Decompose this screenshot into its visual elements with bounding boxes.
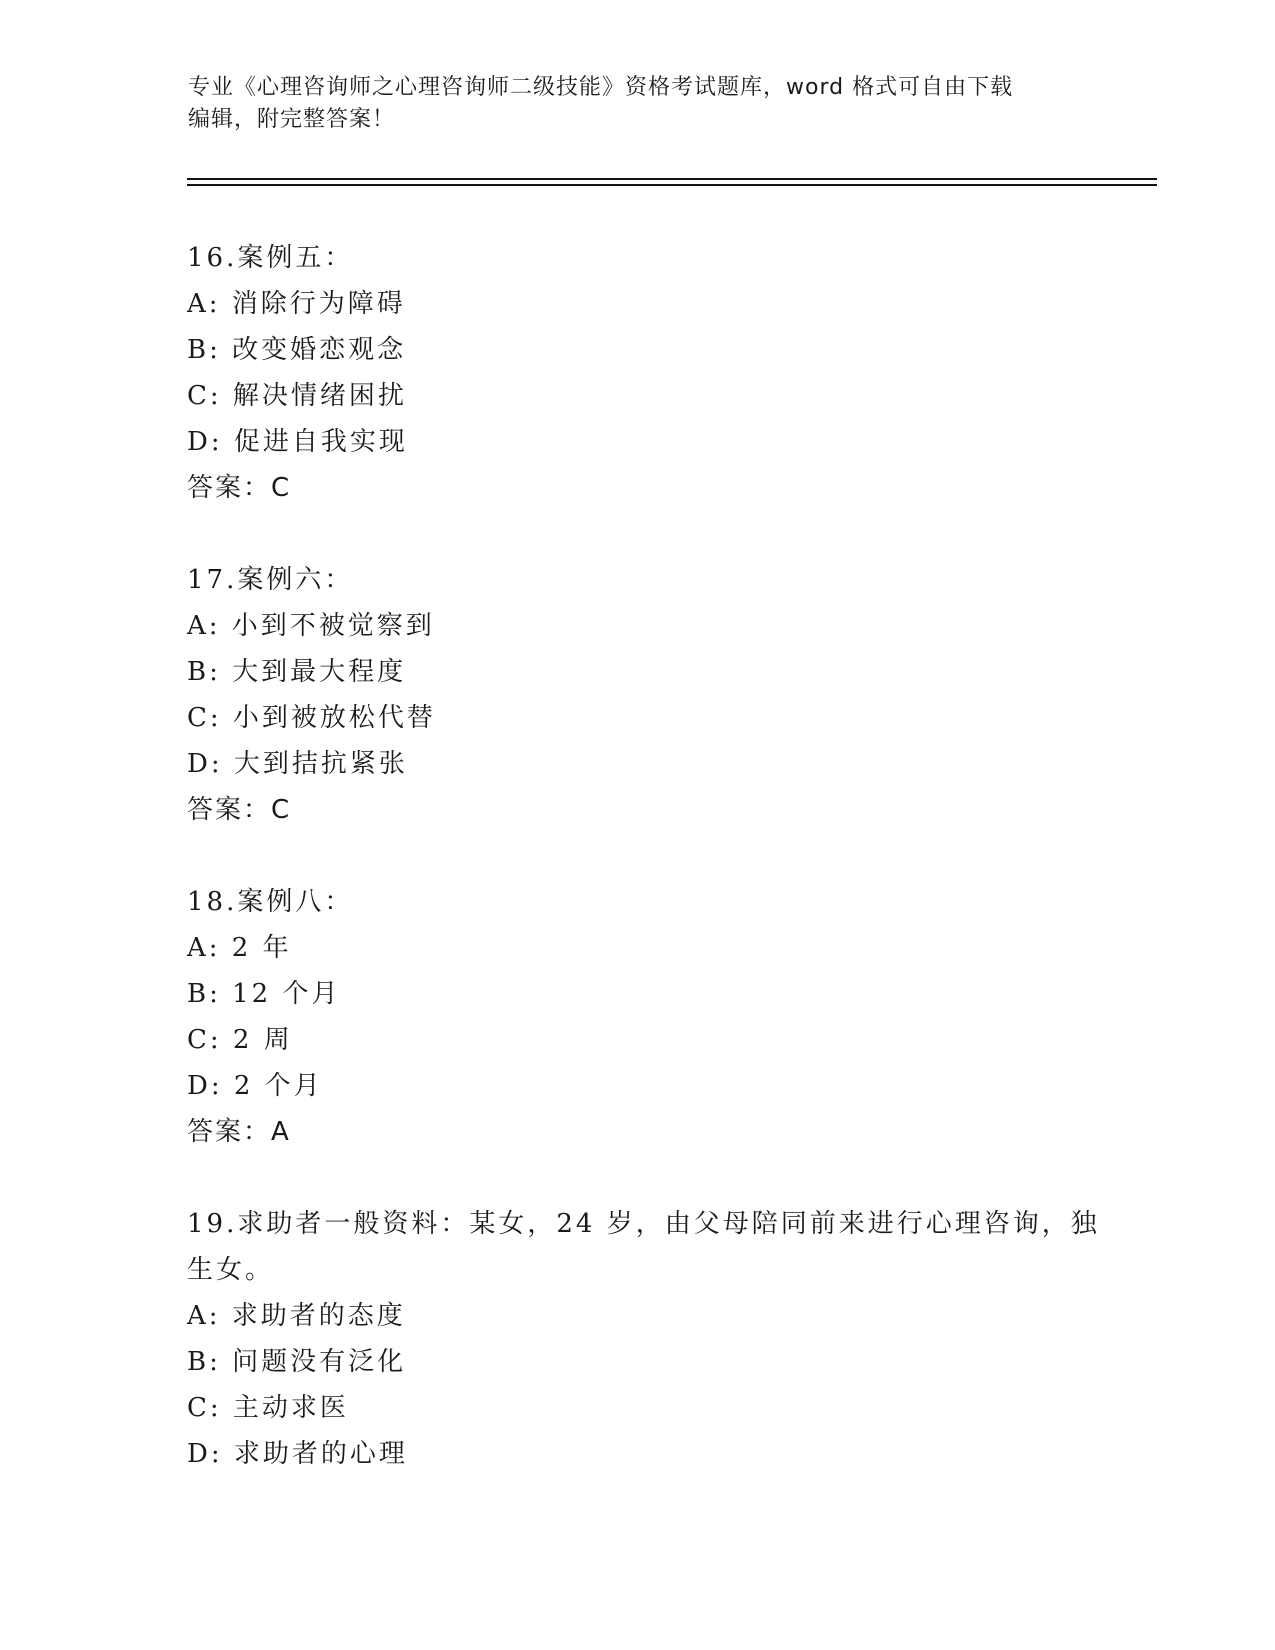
option-a: A: 2 年 bbox=[187, 933, 292, 963]
question-16 bbox=[187, 235, 1107, 511]
option-b: B: 改变婚恋观念 bbox=[187, 335, 407, 365]
question-18 bbox=[187, 879, 1107, 1155]
option-d: D: 大到拮抗紧张 bbox=[187, 749, 408, 779]
answer-line: 答案：C bbox=[187, 473, 292, 503]
option-b: B: 大到最大程度 bbox=[187, 657, 407, 687]
question-stem: 17.案例六： bbox=[187, 565, 354, 595]
option-c: C: 小到被放松代替 bbox=[187, 703, 436, 733]
question-stem: 16.案例五： bbox=[187, 243, 354, 273]
header-line-2: 编辑，附完整答案！ bbox=[188, 107, 396, 132]
option-a: A: 小到不被觉察到 bbox=[187, 611, 435, 641]
option-c: C: 解决情绪困扰 bbox=[187, 381, 407, 411]
header-divider-bottom bbox=[187, 184, 1157, 186]
option-d: D: 促进自我实现 bbox=[187, 427, 408, 457]
question-17 bbox=[187, 557, 1107, 833]
option-c: C: 主动求医 bbox=[187, 1393, 349, 1423]
option-a: A: 求助者的态度 bbox=[187, 1301, 406, 1331]
header-line-1: 专业《心理咨询师之心理咨询师二级技能》资格考试题库，word 格式可自由下载 bbox=[188, 75, 1014, 100]
answer-line: 答案：C bbox=[187, 795, 292, 825]
option-d: D: 2 个月 bbox=[187, 1071, 323, 1101]
answer-line: 答案：A bbox=[187, 1117, 291, 1147]
document-header bbox=[188, 72, 1088, 136]
option-b: B: 12 个月 bbox=[187, 979, 341, 1009]
question-stem-line-1: 19.求助者一般资料：某女，24 岁，由父母陪同前来进行心理咨询，独 bbox=[187, 1209, 1100, 1239]
option-b: B: 问题没有泛化 bbox=[187, 1347, 407, 1377]
option-c: C: 2 周 bbox=[187, 1025, 293, 1055]
header-divider-top bbox=[187, 178, 1157, 180]
question-stem: 18.案例八： bbox=[187, 887, 354, 917]
option-d: D: 求助者的心理 bbox=[187, 1439, 408, 1469]
question-stem-line-2: 生女。 bbox=[187, 1255, 275, 1285]
question-19 bbox=[187, 1201, 1107, 1477]
option-a: A: 消除行为障碍 bbox=[187, 289, 406, 319]
